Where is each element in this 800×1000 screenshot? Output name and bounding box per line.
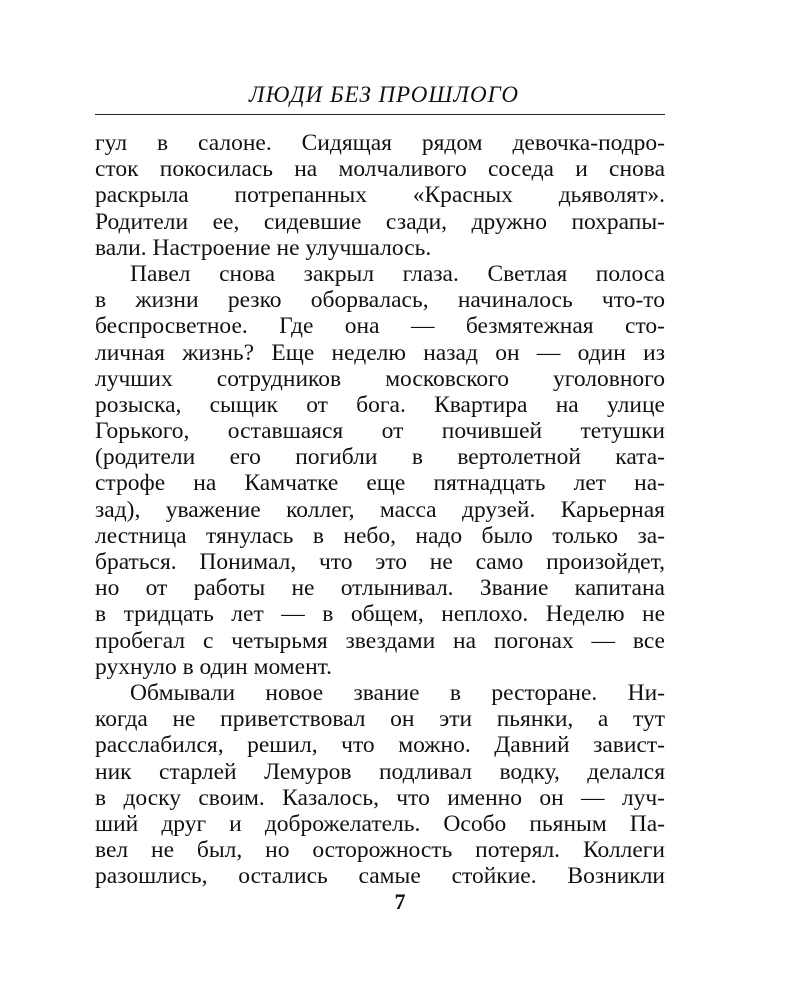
text-line: ник старлей Лемуров подливал водку, делался: [95, 758, 665, 785]
text-line: разошлись, остались самые стойкие. Возникли: [95, 863, 665, 890]
text-line: розыска, сыщик от бога. Квартира на улице: [95, 391, 665, 418]
text-line: зад), уважение коллег, масса друзей. Карьерная: [95, 496, 665, 523]
book-title: ЛЮДИ БЕЗ ПРОШЛОГО: [249, 82, 519, 107]
text-line: вел не был, но осторожность потерял. Коллеги: [95, 837, 665, 864]
text-line: в жизни резко оборвалась, начиналось что-то: [95, 287, 665, 314]
text-line: но от работы не отлынивал. Звание капитана: [95, 575, 665, 602]
paragraph-start-line: Обмывали новое звание в ресторане. Ни-: [130, 679, 665, 706]
text-line: строфе на Камчатке еще пятнадцать лет на-: [95, 470, 665, 497]
text-line: рухнуло в один момент.: [95, 653, 333, 680]
text-line: ший друг и доброжелатель. Особо пьяным Па-: [95, 810, 665, 837]
text-line: когда не приветствовал он эти пьянки, а тут: [95, 706, 665, 733]
text-line: Родители ее, сидевшие сзади, дружно похрапы-: [95, 208, 665, 235]
text-line: личная жизнь? Еще неделю назад он — один из: [95, 339, 665, 366]
page-body: [95, 130, 665, 889]
text-line: вали. Настроение не улучшалось.: [95, 234, 432, 261]
text-line: расслабился, решил, что можно. Давний завист-: [95, 732, 665, 759]
text-line: в доску своим. Казалось, что именно он — луч-: [95, 784, 665, 811]
text-line: в тридцать лет — в общем, неплохо. Неделю не: [95, 601, 665, 628]
text-line: лучших сотрудников московского уголовного: [95, 365, 665, 392]
text-line: раскрыла потрепанных «Красных дьяволят».: [95, 182, 665, 209]
text-line: браться. Понимал, что это не само произойдет,: [95, 549, 665, 575]
page-number: 7: [394, 889, 406, 914]
text-line: сток покосилась на молчаливого соседа и снова: [95, 156, 665, 183]
text-line: Горького, оставшаяся от почившей тетушки: [95, 418, 665, 445]
text-line: гул в салоне. Сидящая рядом девочка-подро-: [95, 130, 665, 156]
text-line: лестница тянулась в небо, надо было только за-: [95, 522, 665, 549]
running-header: [95, 80, 665, 115]
text-line: беспросветное. Где она — безмятежная сто-: [95, 313, 665, 340]
text-line: пробегал с четырьмя звездами на погонах — все: [95, 627, 665, 654]
paragraph-start-line: Павел снова закрыл глаза. Светлая полоса: [130, 260, 665, 287]
text-line: (родители его погибли в вертолетной ката-: [95, 444, 665, 471]
